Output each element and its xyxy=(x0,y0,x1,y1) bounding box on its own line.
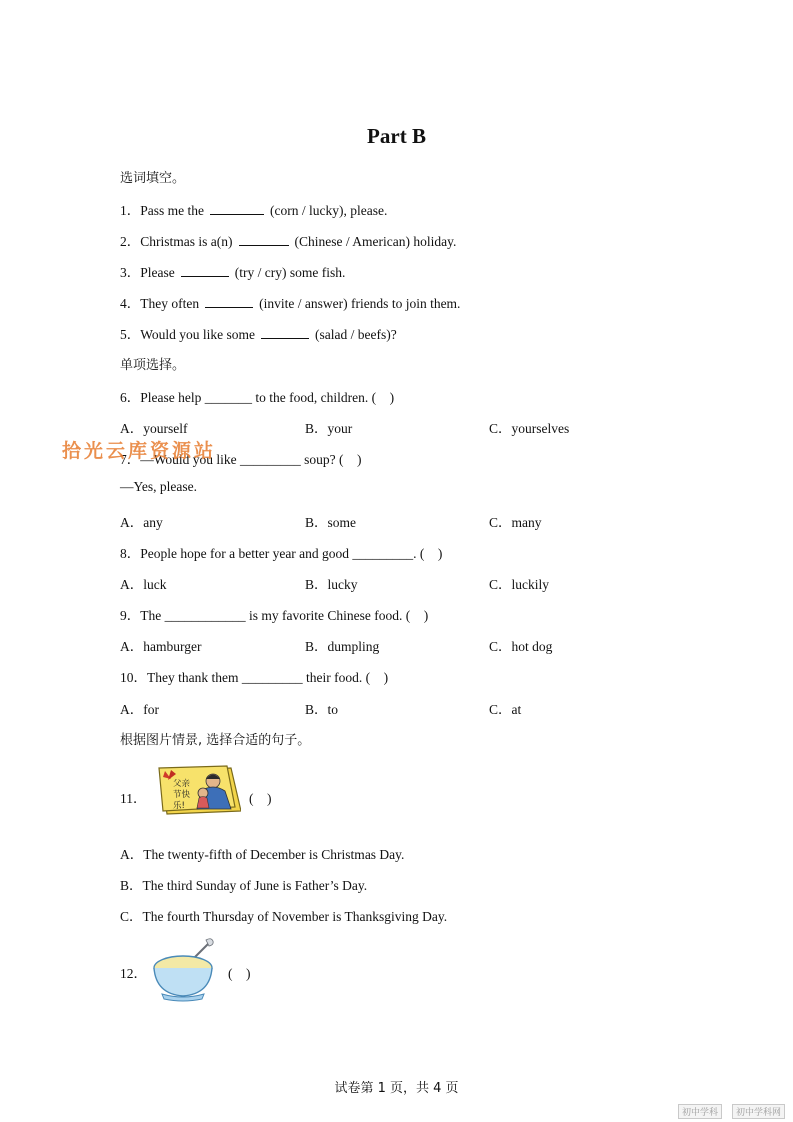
option-c[interactable]: C．yourselves xyxy=(489,421,570,436)
question-1 xyxy=(120,199,387,219)
question-12-number: 12． xyxy=(120,966,147,981)
option-a[interactable]: A．hamburger xyxy=(120,639,202,654)
option-a[interactable]: A．any xyxy=(120,515,163,530)
logo-badge: 初中学科 xyxy=(678,1104,722,1119)
section-heading-multiple-choice: 单项选择。 xyxy=(120,358,186,373)
section-heading-fill-in: 选词填空。 xyxy=(120,171,186,186)
question-text: 5．Would you like some xyxy=(120,327,256,342)
question-8-stem: 8．People hope for a better year and good _________. ( ) xyxy=(120,546,443,561)
option-b[interactable]: B．dumpling xyxy=(305,639,380,654)
option-a[interactable]: A．for xyxy=(120,702,159,717)
question-7-reply: —Yes, please. xyxy=(120,479,197,494)
answer-blank[interactable] xyxy=(239,233,289,246)
question-4 xyxy=(120,292,460,312)
porridge-bowl-image xyxy=(150,936,220,1002)
question-text: (Chinese / American) holiday. xyxy=(294,234,457,249)
answer-blank[interactable] xyxy=(181,264,229,277)
question-5 xyxy=(120,323,397,343)
question-9-stem: 9．The ____________ is my favorite Chinese food. ( ) xyxy=(120,608,429,623)
question-10-stem: 10．They thank them _________ their food. ( ) xyxy=(120,670,389,685)
option-b[interactable]: B．your xyxy=(305,421,353,436)
option-a[interactable]: A．yourself xyxy=(120,421,188,436)
option-b[interactable]: B．to xyxy=(305,702,339,717)
answer-blank[interactable] xyxy=(205,295,253,308)
option-b[interactable]: B．The third Sunday of June is Father’s Day. xyxy=(120,878,368,893)
option-c[interactable]: C．hot dog xyxy=(489,639,553,654)
question-text: 2．Christmas is a(n) xyxy=(120,234,233,249)
question-text: (salad / beefs)? xyxy=(315,327,397,342)
option-c[interactable]: C．luckily xyxy=(489,577,549,592)
question-text: 4．They often xyxy=(120,296,200,311)
watermark-text: 拾光云库资源站 xyxy=(62,440,217,462)
option-a[interactable]: A．luck xyxy=(120,577,167,592)
answer-blank[interactable] xyxy=(210,202,264,215)
fathers-day-card-image xyxy=(155,765,241,817)
option-a[interactable]: A．The twenty-fifth of December is Christmas Day. xyxy=(120,847,405,862)
question-text: (invite / answer) friends to join them. xyxy=(259,296,461,311)
question-3 xyxy=(120,261,345,281)
answer-blank[interactable] xyxy=(261,326,309,339)
answer-parentheses[interactable]: ( ) xyxy=(249,791,272,806)
page-title: Part B xyxy=(367,124,426,148)
question-6-stem: 6．Please help _______ to the food, children. ( ) xyxy=(120,390,395,405)
question-text: 1．Pass me the xyxy=(120,203,204,218)
option-b[interactable]: B．some xyxy=(305,515,357,530)
question-text: (try / cry) some fish. xyxy=(234,265,346,280)
section-heading-picture-choice: 根据图片情景, 选择合适的句子。 xyxy=(120,733,311,748)
question-11-number: 11． xyxy=(120,791,147,806)
option-c[interactable]: C．The fourth Thursday of November is Thanksgiving Day. xyxy=(120,909,448,924)
logo-badge: 初中学科网 xyxy=(732,1104,785,1119)
answer-parentheses[interactable]: ( ) xyxy=(228,966,251,981)
question-text: (corn / lucky), please. xyxy=(270,203,388,218)
question-text: 3．Please xyxy=(120,265,175,280)
option-c[interactable]: C．at xyxy=(489,702,522,717)
page-footer: 试卷第 1 页，共 4 页 xyxy=(334,1081,459,1096)
publisher-logos xyxy=(668,1104,785,1119)
card-greeting-text: 父亲节快乐! xyxy=(173,779,191,811)
option-c[interactable]: C．many xyxy=(489,515,542,530)
question-2 xyxy=(120,230,456,250)
question-7-stem: 7．—Would you like _________ soup? ( ) xyxy=(120,452,362,467)
option-b[interactable]: B．lucky xyxy=(305,577,358,592)
